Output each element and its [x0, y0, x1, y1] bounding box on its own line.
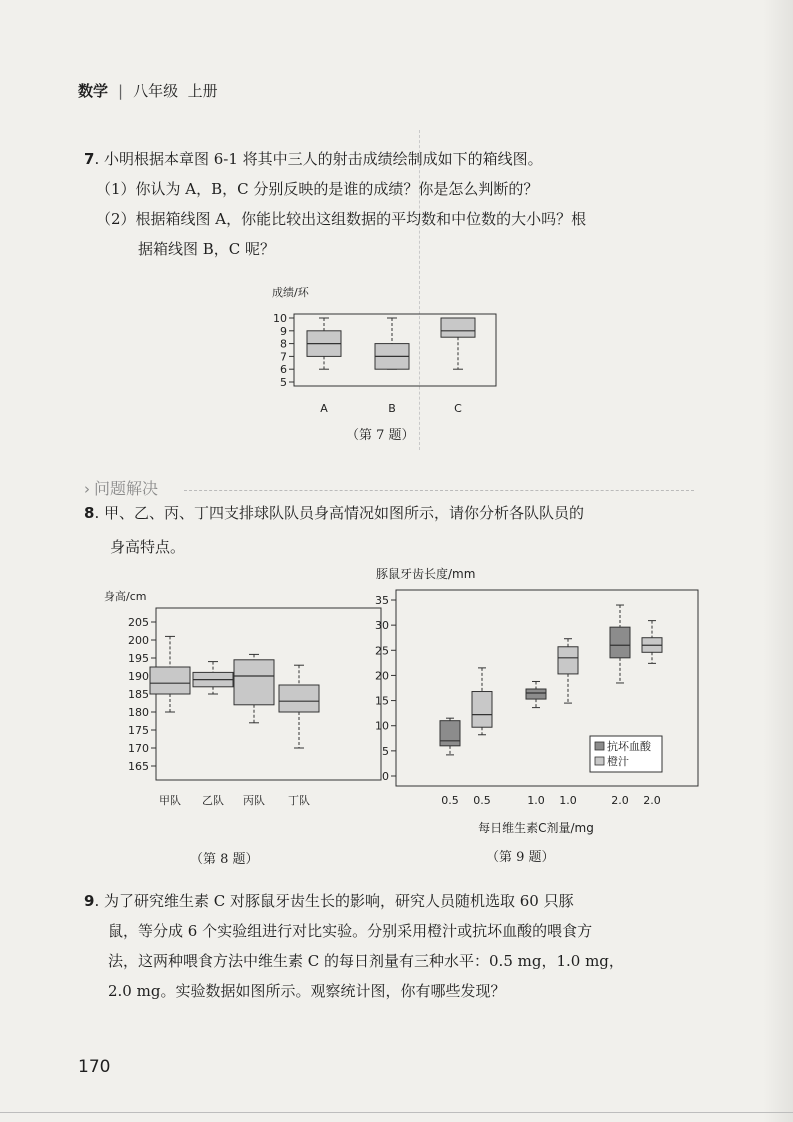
- page-number: 170: [78, 1057, 111, 1077]
- category-label: 丙队: [243, 794, 265, 807]
- section-heading: [84, 476, 158, 499]
- chevron-right-icon: ›: [84, 480, 90, 498]
- q8-box-plot: [96, 586, 386, 816]
- category-label: 2.0: [643, 794, 661, 807]
- legend-label: 橙汁: [607, 755, 629, 768]
- section-divider: [184, 490, 694, 491]
- y-tick-label: 170: [128, 742, 149, 755]
- category-label: B: [388, 402, 396, 415]
- y-axis-label: 身高/cm: [104, 590, 147, 603]
- category-label: 0.5: [441, 794, 459, 807]
- q9-line-3: 法，这两种喂食方法中维生素 C 的每日剂量有三种水平：0.5 mg，1.0 mg，: [108, 952, 624, 970]
- y-tick-label: 5: [280, 376, 287, 389]
- q7-line-3: （2）根据箱线图 A，你能比较出这组数据的平均数和中位数的大小吗？根: [96, 210, 587, 228]
- y-tick-label: 165: [128, 760, 149, 773]
- y-tick-label: 10: [273, 312, 287, 325]
- legend-swatch: [595, 757, 604, 765]
- category-label: C: [454, 402, 462, 415]
- q7-line-2: （1）你认为 A，B，C 分别反映的是谁的成绩？你是怎么判断的？: [96, 180, 539, 198]
- y-tick-label: 9: [280, 324, 287, 338]
- y-tick-label: 205: [128, 616, 149, 629]
- y-axis-label: 成绩/环: [272, 286, 309, 299]
- category-label: A: [320, 402, 328, 415]
- box-4: [558, 647, 578, 674]
- page-bottom-edge: [0, 1112, 793, 1113]
- box-5: [610, 627, 630, 658]
- q9-line-2: 鼠，等分成 6 个实验组进行对比实验。分别采用橙汁或抗坏血酸的喂食方: [108, 922, 593, 940]
- page-edge-shadow: [763, 0, 793, 1122]
- q8-number: 8: [84, 504, 95, 522]
- q7-caption: （第 7 题）: [346, 428, 415, 443]
- y-tick-label: 8: [280, 337, 287, 351]
- y-tick-label: 185: [128, 688, 149, 701]
- category-label: 乙队: [202, 794, 224, 807]
- y-tick-label: 200: [128, 634, 149, 647]
- y-tick-label: 5: [382, 744, 389, 758]
- y-tick-label: 195: [128, 652, 149, 665]
- box-1: [150, 667, 190, 694]
- category-label: 丁队: [288, 794, 310, 807]
- y-tick-label: 15: [375, 694, 389, 708]
- q8-line-1: 8. 甲、乙、丙、丁四支排球队队员身高情况如图所示，请你分析各队队员的: [84, 504, 584, 522]
- q8-stem: 甲、乙、丙、丁四支排球队队员身高情况如图所示，请你分析各队队员的: [103, 504, 584, 522]
- category-label: 甲队: [159, 794, 181, 807]
- q9-line-4: 2.0 mg。实验数据如图所示。观察统计图，你有哪些发现？: [108, 982, 506, 1000]
- y-tick-label: 20: [375, 669, 389, 683]
- page-header: [78, 80, 218, 101]
- box-4: [279, 685, 319, 712]
- q9-number: 9: [84, 892, 95, 910]
- box-3: [526, 689, 546, 699]
- y-tick-label: 7: [280, 350, 287, 364]
- y-tick-label: 10: [375, 719, 389, 733]
- q7-number: 7: [84, 150, 95, 168]
- q7-stem: 小明根据本章图 6-1 将其中三人的射击成绩绘制成如下的箱线图。: [103, 150, 543, 168]
- q7-line-4: 据箱线图 B，C 呢？: [138, 240, 276, 258]
- q9-stem: 为了研究维生素 C 对豚鼠牙齿生长的影响，研究人员随机选取 60 只豚: [103, 892, 574, 910]
- category-label: 1.0: [527, 794, 545, 807]
- y-tick-label: 25: [375, 644, 389, 658]
- y-tick-label: 0: [382, 770, 389, 783]
- header-separator: |: [118, 82, 124, 100]
- category-label: 1.0: [559, 794, 577, 807]
- header-volume: 上册: [187, 82, 218, 100]
- category-label: 2.0: [611, 794, 629, 807]
- header-grade: 八年级: [133, 82, 179, 100]
- box-1: [440, 721, 460, 746]
- q9-caption: （第 9 题）: [486, 850, 555, 865]
- section-title: 问题解决: [94, 479, 159, 498]
- legend-label: 抗坏血酸: [607, 740, 651, 753]
- y-tick-label: 6: [280, 363, 287, 377]
- box-2: [472, 692, 492, 728]
- y-tick-label: 35: [375, 594, 389, 607]
- q7-box-plot: [258, 282, 498, 422]
- box-3: [441, 318, 475, 337]
- box-3: [234, 660, 274, 705]
- header-subject: 数学: [78, 82, 109, 100]
- y-tick-label: 30: [375, 619, 389, 633]
- y-axis-label: 豚鼠牙齿长度/mm: [376, 567, 476, 581]
- q9-box-plot: [370, 564, 700, 840]
- q9-line-1: 9. 为了研究维生素 C 对豚鼠牙齿生长的影响，研究人员随机选取 60 只豚: [84, 892, 574, 910]
- q8-caption: （第 8 题）: [190, 852, 259, 867]
- legend-swatch: [595, 742, 604, 750]
- y-tick-label: 175: [128, 724, 149, 737]
- y-tick-label: 190: [128, 670, 149, 683]
- y-tick-label: 180: [128, 706, 149, 719]
- q8-line-2: 身高特点。: [110, 538, 186, 556]
- category-label: 0.5: [473, 794, 491, 807]
- x-axis-label: 每日维生素C剂量/mg: [478, 821, 594, 835]
- q7-line-1: 7. 小明根据本章图 6-1 将其中三人的射击成绩绘制成如下的箱线图。: [84, 150, 543, 168]
